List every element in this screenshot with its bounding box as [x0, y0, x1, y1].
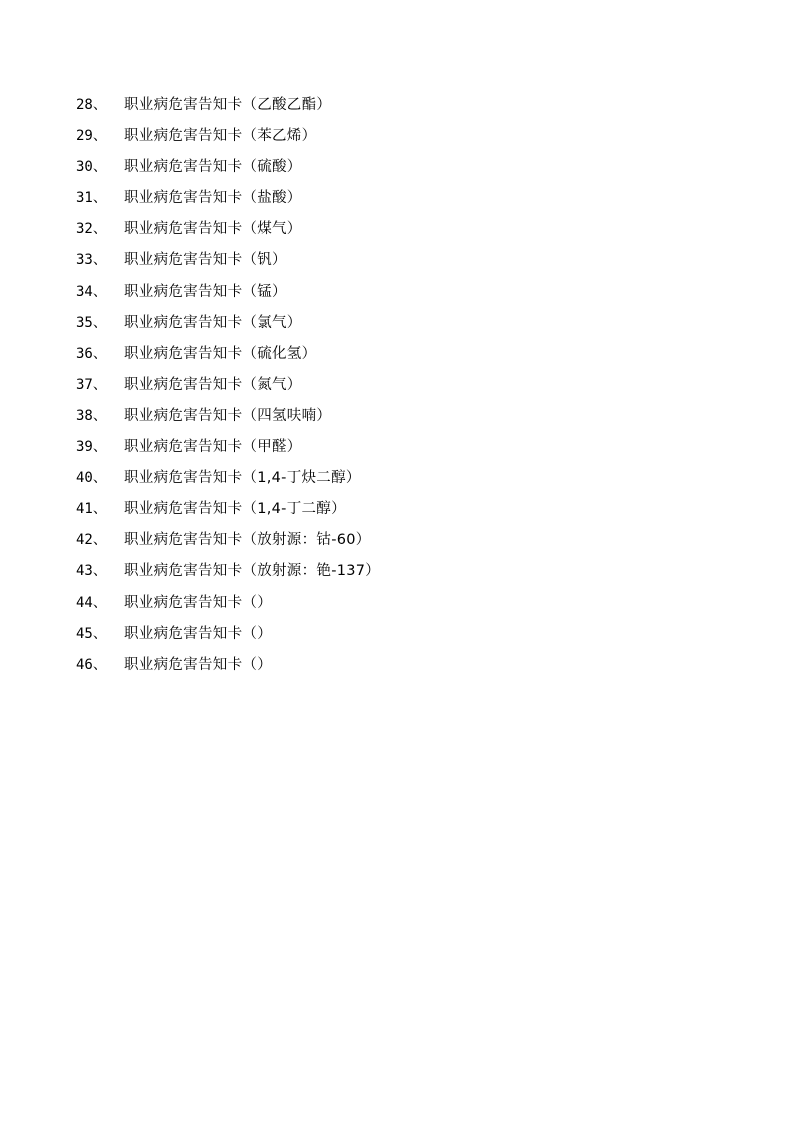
item-text: 职业病危害告知卡（氯气）	[124, 314, 302, 331]
list-item	[76, 281, 380, 312]
list-item	[76, 623, 380, 654]
list-item	[76, 529, 380, 560]
item-number: 32、	[76, 221, 107, 238]
item-number: 31、	[76, 190, 107, 207]
item-text: 职业病危害告知卡（氮气）	[124, 376, 302, 393]
item-text: 职业病危害告知卡（钒）	[124, 252, 287, 269]
hazard-card-list	[76, 94, 380, 685]
item-text: 职业病危害告知卡（盐酸）	[124, 190, 302, 207]
list-item	[76, 436, 380, 467]
item-number: 30、	[76, 159, 107, 176]
item-text: 职业病危害告知卡（苯乙烯）	[124, 128, 317, 145]
list-item	[76, 498, 380, 529]
item-number: 33、	[76, 252, 107, 269]
list-item	[76, 218, 380, 249]
item-text: 职业病危害告知卡（乙酸乙酯）	[124, 97, 332, 113]
item-text: 职业病危害告知卡（）	[124, 656, 272, 673]
list-item	[76, 374, 380, 405]
list-item	[76, 467, 380, 498]
list-item	[76, 249, 380, 280]
item-text: 职业病危害告知卡（）	[124, 625, 272, 642]
item-text: 职业病危害告知卡（放射源：钴-60）	[124, 532, 371, 549]
item-text: 职业病危害告知卡（硫酸）	[124, 159, 302, 176]
item-text: 职业病危害告知卡（锰）	[124, 283, 287, 300]
item-number: 29、	[76, 128, 107, 145]
item-number: 46、	[76, 656, 107, 673]
item-number: 41、	[76, 501, 107, 518]
item-number: 36、	[76, 345, 107, 362]
list-item	[76, 156, 380, 187]
item-number: 43、	[76, 563, 107, 580]
list-item	[76, 312, 380, 343]
item-number: 44、	[76, 594, 107, 611]
list-item	[76, 94, 380, 125]
item-text: 职业病危害告知卡（四氢呋喃）	[124, 407, 332, 424]
item-number: 45、	[76, 625, 107, 642]
item-text: 职业病危害告知卡（1,4-丁二醇）	[124, 501, 346, 518]
item-number: 35、	[76, 314, 107, 331]
list-item	[76, 187, 380, 218]
item-number: 40、	[76, 470, 107, 487]
item-text: 职业病危害告知卡（硫化氢）	[124, 345, 317, 362]
item-number: 38、	[76, 407, 107, 424]
list-item	[76, 125, 380, 156]
list-item	[76, 343, 380, 374]
item-text: 职业病危害告知卡（1,4-丁炔二醇）	[124, 470, 361, 487]
item-number: 34、	[76, 283, 107, 300]
item-text: 职业病危害告知卡（放射源：铯-137）	[124, 563, 381, 580]
list-item	[76, 560, 380, 591]
list-item	[76, 592, 380, 623]
item-number: 37、	[76, 376, 107, 393]
item-text: 职业病危害告知卡（煤气）	[124, 221, 302, 238]
item-number: 39、	[76, 439, 107, 456]
list-item	[76, 405, 380, 436]
list-item	[76, 654, 380, 685]
item-number: 42、	[76, 532, 107, 549]
item-text: 职业病危害告知卡（）	[124, 594, 272, 611]
item-text: 职业病危害告知卡（甲醛）	[124, 439, 302, 456]
item-number: 28、	[76, 97, 107, 113]
